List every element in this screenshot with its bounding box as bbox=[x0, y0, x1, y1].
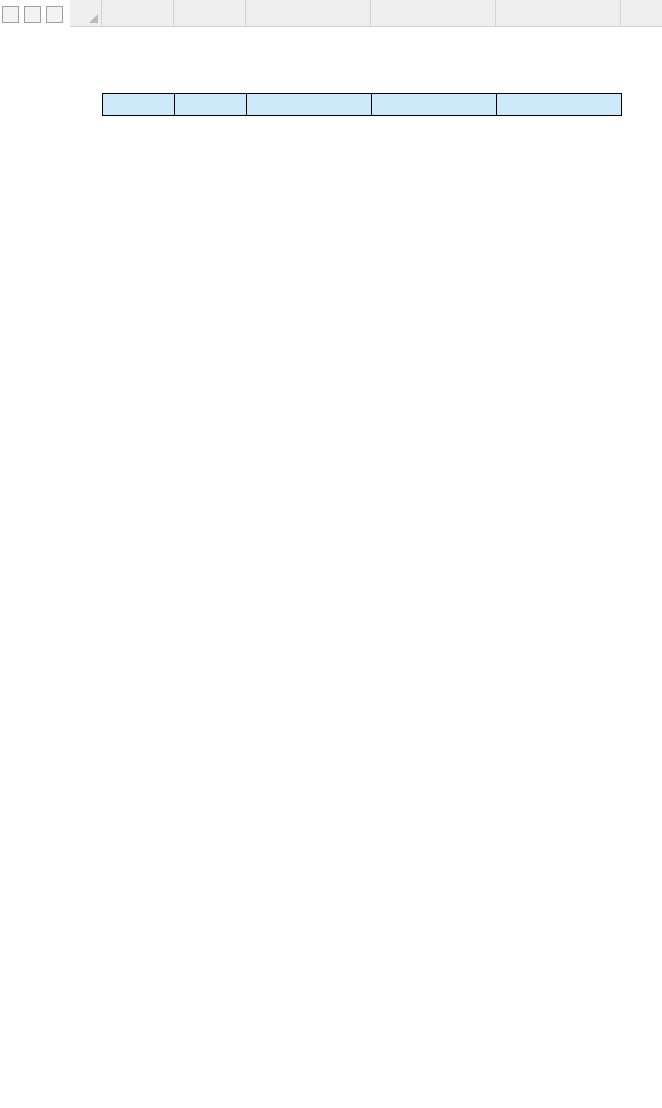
outline-level-1-button[interactable] bbox=[2, 6, 19, 23]
table-header-row bbox=[103, 94, 622, 116]
column-header-f[interactable] bbox=[621, 0, 662, 27]
column-header-c[interactable] bbox=[246, 0, 371, 27]
header-math[interactable] bbox=[497, 94, 622, 116]
select-all-corner[interactable] bbox=[70, 0, 102, 27]
outline-level-3-button[interactable] bbox=[46, 6, 63, 23]
column-header-b[interactable] bbox=[174, 0, 246, 27]
header-class[interactable] bbox=[103, 94, 175, 116]
column-header-e[interactable] bbox=[496, 0, 621, 27]
header-english[interactable] bbox=[372, 94, 497, 116]
outline-level-2-button[interactable] bbox=[24, 6, 41, 23]
score-table bbox=[102, 93, 622, 116]
column-header-a[interactable] bbox=[102, 0, 174, 27]
outline-gutter bbox=[0, 0, 70, 1108]
header-korean[interactable] bbox=[247, 94, 372, 116]
column-header-d[interactable] bbox=[371, 0, 496, 27]
header-name[interactable] bbox=[175, 94, 247, 116]
